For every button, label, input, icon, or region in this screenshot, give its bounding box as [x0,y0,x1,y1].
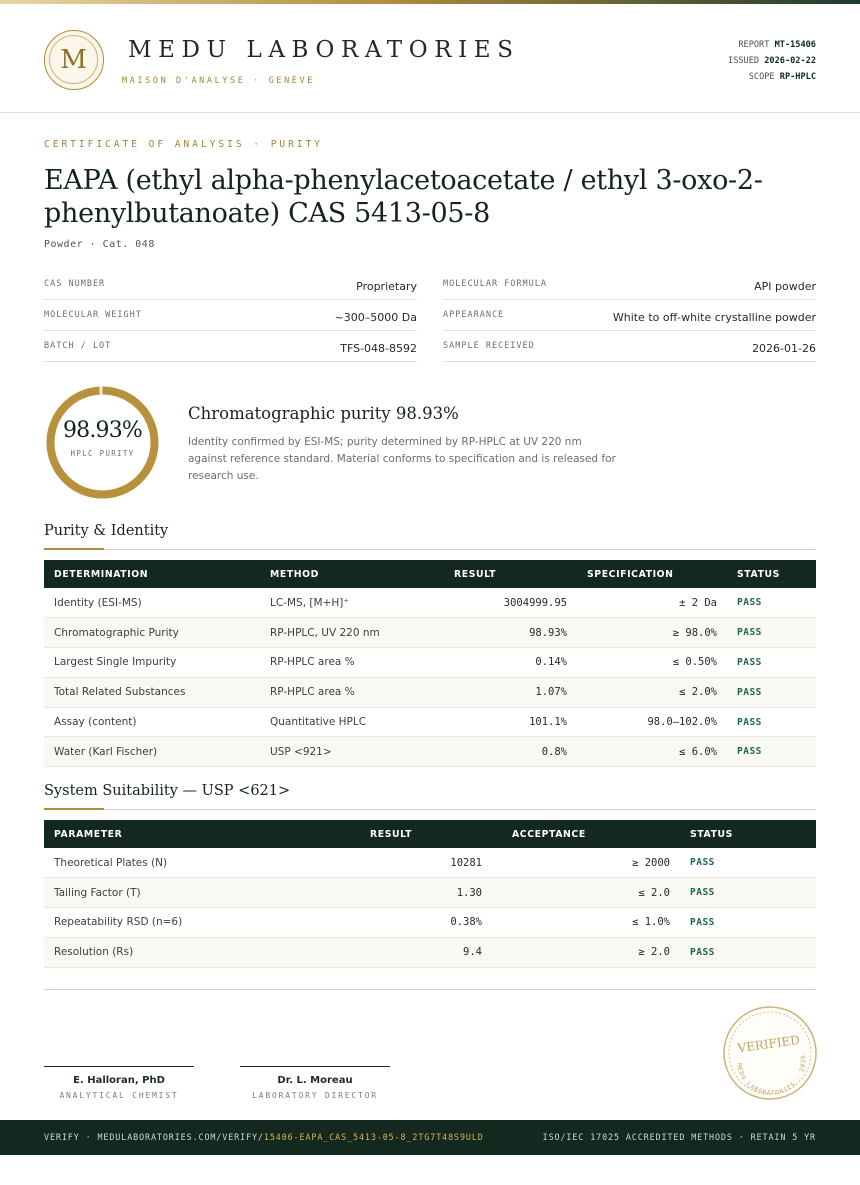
property-label: MOLECULAR WEIGHT [44,310,142,320]
property-value: TFS-048-8592 [340,342,417,355]
report-meta [728,37,816,85]
property-label: CAS NUMBER [44,279,106,289]
table-row [44,937,816,967]
brand-tagline: MAISON D'ANALYSE · GENÈVE [122,76,315,86]
table-row [44,707,816,737]
status-badge: PASS [690,916,715,928]
table-row [44,648,816,678]
column-header: METHOD [270,568,319,580]
signatory-title: LABORATORY DIRECTOR [252,1091,378,1100]
table-row [44,878,816,908]
property-label: APPEARANCE [443,310,505,320]
method-cell: USP <921> [270,745,332,758]
result-cell: 3004999.95 [503,596,567,609]
table-row [44,618,816,648]
column-header: STATUS [690,828,733,840]
property-value: ~300–5000 Da [334,311,417,324]
property-label: BATCH / LOT [44,341,112,351]
purity-value: 98.93% [62,418,143,443]
specification-cell: ≥ 98.0% [672,626,717,639]
section-divider [44,809,816,810]
property-value: White to off-white crystalline powder [612,311,816,324]
method-cell: RP-HPLC area % [270,686,355,699]
status-badge: PASS [737,656,762,668]
table-header-row [44,560,816,588]
determination-cell: Water (Karl Fischer) [54,745,158,758]
section-title-purity-identity: Purity & Identity [44,523,169,539]
property-label: MOLECULAR FORMULA [443,279,547,289]
property-value: Proprietary [356,280,417,293]
determination-cell: Total Related Substances [54,686,186,699]
result-cell: 9.4 [463,946,482,959]
system-suitability-body [44,848,816,967]
property-value: API powder [754,280,816,293]
acceptance-cell: ≥ 2000 [632,856,670,869]
result-cell: 1.30 [456,886,482,899]
column-header: RESULT [454,568,497,580]
result-cell: 0.38% [450,916,482,929]
issued-label: ISSUED [728,56,760,66]
method-cell: Quantitative HPLC [270,716,367,729]
section-title-system-suitability: System Suitability — USP <621> [44,783,291,799]
verify-link[interactable]: 15406-EAPA_CAS_5413-05-8_2TG7T48S9ULD [263,1132,484,1142]
verified-stamp [722,1005,818,1101]
stamp-main-text: VERIFIED [736,1032,801,1056]
property-cas-number [44,269,417,300]
column-header: DETERMINATION [54,568,149,580]
property-molecular-weight [44,300,417,331]
verify-line [44,1132,484,1142]
purity-ring-label: HPLC PURITY [70,449,135,458]
table-row [44,848,816,878]
issued-meta-row [728,53,816,69]
verify-prefix: VERIFY · MEDULABORATORIES.COM/VERIFY/ [44,1132,264,1142]
product-title: EAPA (ethyl alpha-phenylacetoacetate / ethyl 3-oxo-2-phenylbutanoate) CAS 5413-05-8 [44,165,763,229]
system-suitability-table [44,820,816,968]
result-cell: 1.07% [535,686,567,699]
purity-description: Identity confirmed by ESI-MS; purity determined by RP-HPLC at UV 220 nm against reference standard. Material conforms to specification and is released for research use. [188,436,616,482]
content-end-divider [44,989,816,990]
status-badge: PASS [737,597,762,609]
signatory-title: ANALYTICAL CHEMIST [59,1091,179,1100]
status-badge: PASS [737,716,762,728]
property-sample-received [443,331,816,362]
report-label: REPORT [738,40,770,50]
acceptance-cell: ≤ 2.0 [638,886,670,899]
column-header: PARAMETER [54,828,123,840]
signature-laboratory-director [240,1066,390,1100]
report-meta-row [728,37,816,53]
signatory-name: E. Halloran, PhD [73,1075,165,1086]
result-cell: 98.93% [529,626,567,639]
issued-date: 2026-02-22 [764,56,816,66]
section-accent [44,808,104,810]
specification-cell: ≤ 6.0% [679,745,717,758]
scope-meta-row [728,69,816,85]
product-subtitle: Powder · Cat. 048 [44,239,155,250]
status-badge: PASS [737,627,762,639]
parameter-cell: Theoretical Plates (N) [54,856,168,869]
brand-name: MEDU LABORATORIES [128,37,520,63]
status-badge: PASS [690,946,715,958]
purity-headline: Chromatographic purity 98.93% [188,404,459,423]
purity-identity-table [44,560,816,767]
lab-logo [44,30,104,90]
section-accent [44,548,104,550]
document-type: CERTIFICATE OF ANALYSIS · PURITY [44,139,324,150]
result-cell: 0.14% [535,656,567,669]
property-molecular-formula [443,269,816,300]
property-value: 2026-01-26 [752,342,816,355]
parameter-cell: Repeatability RSD (n=6) [54,916,183,929]
signature-analytical-chemist [44,1066,194,1100]
accreditation-note: ISO/IEC 17025 ACCREDITED METHODS · RETAIN 5 YR [542,1132,816,1142]
table-row [44,677,816,707]
result-cell: 10281 [450,856,482,869]
column-header: RESULT [370,828,413,840]
result-cell: 0.8% [541,745,567,758]
purity-identity-body [44,588,816,767]
determination-cell: Largest Single Impurity [54,656,177,669]
acceptance-cell: ≥ 2.0 [638,946,670,959]
column-header: SPECIFICATION [587,568,674,580]
property-batch-lot [44,331,417,362]
specification-cell: 98.0–102.0% [647,716,717,729]
column-header: STATUS [737,568,780,580]
property-label: SAMPLE RECEIVED [443,341,535,351]
logo-monogram: M [49,35,98,84]
parameter-cell: Tailing Factor (T) [54,886,141,899]
method-cell: RP-HPLC area % [270,656,355,669]
parameter-cell: Resolution (Rs) [54,946,134,959]
method-cell: LC-MS, [M+H]⁺ [270,596,349,609]
determination-cell: Identity (ESI-MS) [54,596,142,609]
status-badge: PASS [690,887,715,899]
specification-cell: ≤ 2.0% [679,686,717,699]
status-badge: PASS [737,746,762,758]
report-number: MT-15406 [774,40,816,50]
footer [0,1120,860,1155]
header [0,4,860,113]
specification-cell: ≤ 0.50% [672,656,717,669]
column-header: ACCEPTANCE [512,828,586,840]
table-row [44,737,816,767]
section-divider [44,549,816,550]
status-badge: PASS [690,857,715,869]
table-row [44,588,816,618]
stamp-ring-text: MEDU LABORATORIES · 2026 [735,1053,808,1097]
property-appearance [443,300,816,331]
specification-cell: ± 2 Da [679,596,717,609]
table-header-row [44,820,816,848]
status-badge: PASS [737,686,762,698]
scope-label: SCOPE [748,72,775,82]
determination-cell: Chromatographic Purity [54,626,179,639]
scope-value: RP-HPLC [779,72,816,82]
acceptance-cell: ≤ 1.0% [632,916,670,929]
table-row [44,908,816,938]
result-cell: 101.1% [529,716,567,729]
method-cell: RP-HPLC, UV 220 nm [270,626,380,639]
signatory-name: Dr. L. Moreau [277,1075,353,1086]
determination-cell: Assay (content) [54,716,137,729]
